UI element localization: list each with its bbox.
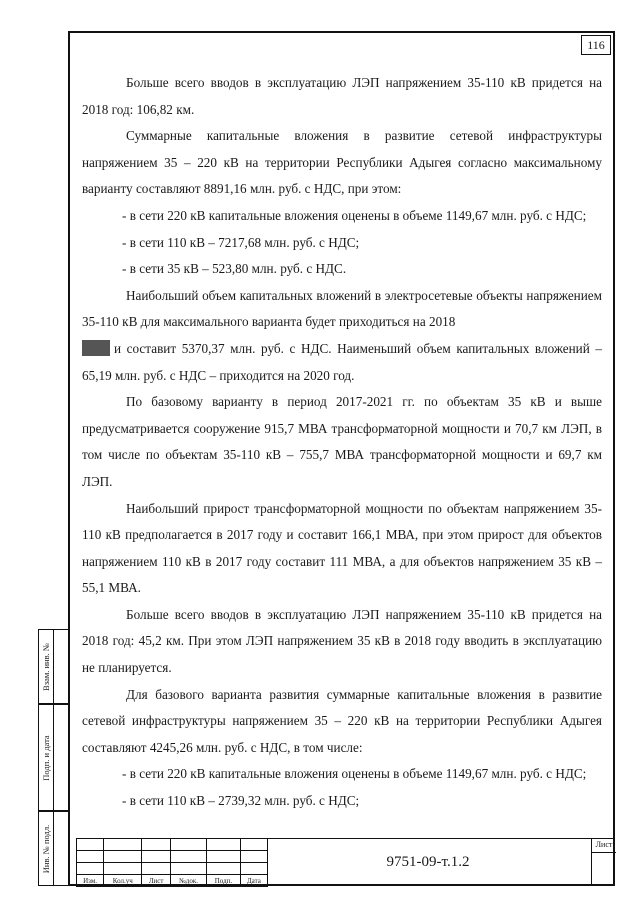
- paragraph: Суммарные капитальные вложения в развитие сетевой инфраструктуры напряжением 35 – 220 кВ на территории Республики Адыгея согласно максимальному варианту составляют 8891,16 млн. руб. с НДС, при этом:: [82, 128, 602, 197]
- paragraph: Больше всего вводов в эксплуатацию ЛЭП напряжением 35-110 кВ придется на 2018 год: 106,82 км.: [82, 75, 602, 117]
- paragraph: Для базового варианта развития суммарные капитальные вложения в развитие сетевой инфраструктуры напряжением 35 – 220 кВ на территории Республики Адыгея составляют 4245,26 млн. руб. с НДС, в том числе:: [82, 686, 602, 755]
- redaction-mark: [82, 340, 110, 356]
- column-label: Дата: [240, 875, 267, 887]
- paragraph: По базовому варианту в период 2017-2021 гг. по объектам 35 кВ и выше предусматривается сооружение 915,7 МВА трансформаторной мощности и 70,7 км ЛЭП, в том числе по объектам 35-110 кВ – 755,7 МВА трансформаторной мощности и 69,7 км ЛЭП.: [82, 394, 602, 489]
- list-item: - в сети 110 кВ – 2739,32 млн. руб. с НДС;: [122, 793, 360, 809]
- list-item: - в сети 35 кВ – 523,80 млн. руб. с НДС.: [122, 261, 347, 277]
- side-stamp-cell: Взам. инв. №: [38, 629, 70, 704]
- paragraph: Больше всего вводов в эксплуатацию ЛЭП напряжением 35-110 кВ придется на 2018 год: 45,2 км. При этом ЛЭП напряжением 35 кВ в 2018 году вводить в эксплуатацию не планируется.: [82, 606, 602, 676]
- paragraph: и составит 5370,37 млн. руб. с НДС. Наименьший объем капитальных вложений – 65,19 млн. руб. с НДС – приходится на 2020 год.: [82, 340, 602, 383]
- column-label: Подп.: [207, 875, 241, 887]
- column-label: Кол.уч: [104, 875, 142, 887]
- divider: [76, 838, 615, 839]
- side-stamp: [38, 629, 70, 886]
- column-label: №док.: [170, 875, 206, 887]
- paragraph: Наибольший объем капитальных вложений в электросетевые объекты напряжением 35-110 кВ для максимального варианта будет приходиться на 2018: [82, 287, 602, 330]
- list-item: - в сети 220 кВ капитальные вложения оценены в объеме 1149,67 млн. руб. с НДС;: [122, 207, 587, 223]
- revision-table: [76, 838, 268, 887]
- column-label: Лист: [142, 875, 171, 887]
- document-code: 9751-09-т.1.2: [386, 854, 470, 870]
- side-stamp-cell: Подп. и дата: [38, 704, 70, 811]
- sheet-cell: [591, 838, 616, 886]
- list-item: - в сети 220 кВ капитальные вложения оценены в объеме 1149,67 млн. руб. с НДС;: [122, 766, 587, 782]
- sheet-label: Лист: [592, 838, 616, 853]
- page-number: 116: [581, 35, 611, 55]
- list-item: - в сети 110 кВ – 7217,68 млн. руб. с НДС;: [122, 234, 360, 250]
- column-label: Изм.: [77, 875, 104, 887]
- paragraph: Наибольший прирост трансформаторной мощности по объектам напряжением 35-110 кВ предполагается в 2017 году и составит 166,1 МВА, при этом прирост для объектов напряжением 110 кВ в 2017 году составит 111 МВА, а для объектов напряжением 35 кВ – 55,1 МВА.: [82, 500, 602, 596]
- title-block: [76, 838, 615, 886]
- document-body: [82, 70, 602, 815]
- side-stamp-cell: Инв. № подл.: [38, 811, 70, 886]
